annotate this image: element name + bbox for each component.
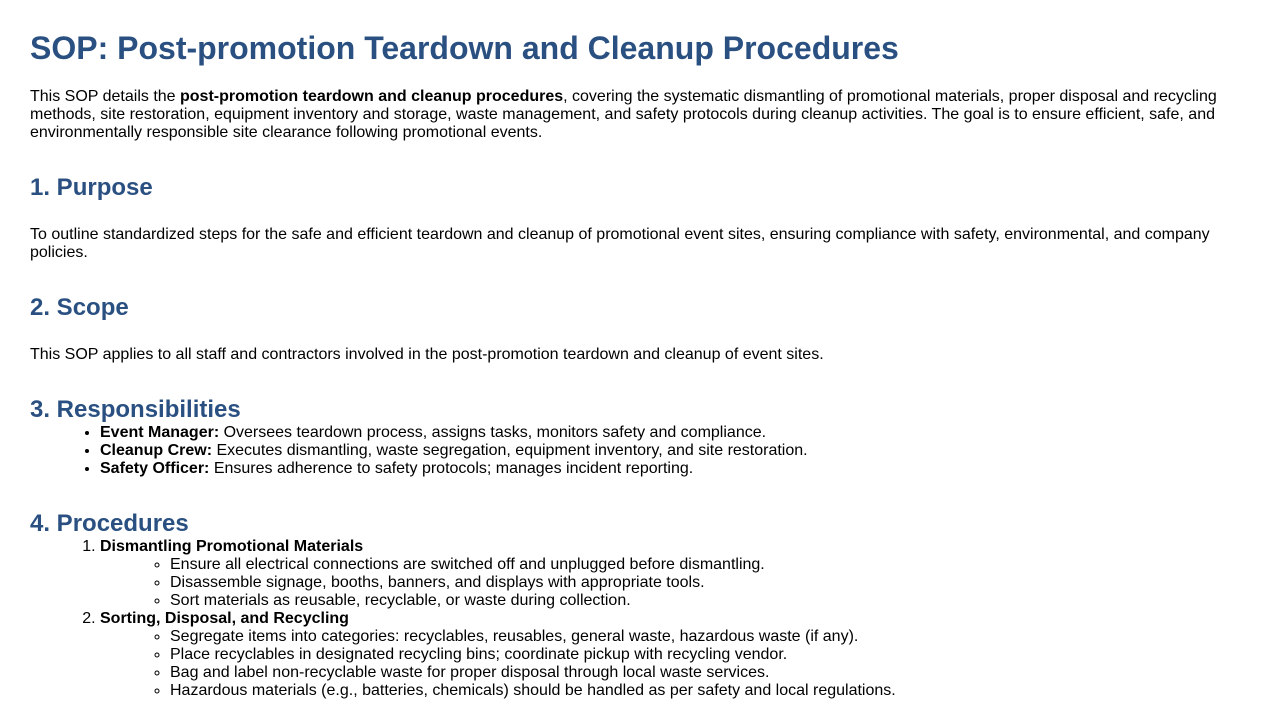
procedures-section — [30, 510, 1233, 700]
list-item: ◦ Sort materials as reusable, recyclable, or waste during collection. — [170, 592, 1233, 610]
procedure-step — [100, 610, 1233, 700]
role-description: Executes dismantling, waste segregation, equipment inventory, and site restoration. — [212, 442, 808, 459]
step-title: Dismantling Promotional Materials — [100, 538, 364, 555]
list-item: ◦ Hazardous materials (e.g., batteries, chemicals) should be handled as per safety and local regulations. — [170, 682, 1233, 700]
list-item: ◦ Segregate items into categories: recyclables, reusables, general waste, hazardous waste (if any). — [170, 628, 1233, 646]
page-title: SOP: Post-promotion Teardown and Cleanup Procedures — [30, 30, 899, 66]
role-label: Cleanup Crew: — [100, 442, 213, 459]
list-item: ◦ Disassemble signage, booths, banners, and displays with appropriate tools. — [170, 574, 1233, 592]
responsibilities-section — [30, 396, 1233, 478]
role-label: Event Manager: — [100, 424, 220, 441]
role-description: Ensures adherence to safety protocols; manages incident reporting. — [209, 460, 694, 477]
step-items — [100, 628, 1233, 700]
procedure-step — [100, 538, 1233, 610]
intro-text-start: This SOP details the — [30, 88, 180, 105]
scope-heading: 2. Scope — [30, 294, 129, 321]
purpose-heading: 1. Purpose — [30, 174, 153, 201]
role-label: Safety Officer: — [100, 460, 210, 477]
list-item: ◦ Ensure all electrical connections are switched off and unplugged before dismantling. — [170, 556, 1233, 574]
procedures-heading: 4. Procedures — [30, 510, 189, 537]
purpose-section — [30, 174, 1233, 262]
list-item — [100, 460, 1233, 478]
intro-paragraph — [30, 88, 1233, 142]
step-title: Sorting, Disposal, and Recycling — [100, 610, 349, 627]
list-item: ◦ Place recyclables in designated recycling bins; coordinate pickup with recycling vendor. — [170, 646, 1233, 664]
scope-text: This SOP applies to all staff and contractors involved in the post-promotion teardown and cleanup of event sites. — [30, 346, 824, 363]
list-item — [100, 424, 1233, 442]
procedures-list — [30, 538, 1233, 700]
intro-emphasis: post-promotion teardown and cleanup procedures — [180, 88, 564, 105]
responsibilities-heading: 3. Responsibilities — [30, 396, 241, 423]
step-items — [100, 556, 1233, 610]
list-item: ◦ Bag and label non-recyclable waste for proper disposal through local waste services. — [170, 664, 1233, 682]
purpose-text: To outline standardized steps for the safe and efficient teardown and cleanup of promotional event sites, ensuring compliance with safety, environmental, and company policies. — [30, 226, 1210, 261]
scope-section — [30, 294, 1233, 364]
role-description: Oversees teardown process, assigns tasks, monitors safety and compliance. — [219, 424, 767, 441]
responsibilities-list — [30, 424, 1233, 478]
intro-text-end: , covering the systematic dismantling of promotional materials, proper disposal and recycling methods, site restoration, equipment inventory and storage, waste management, and safety protocols during cleanup activities. The goal is to ensure efficient, safe, and environmentally responsible site clearance following promotional events. — [30, 88, 1217, 141]
list-item — [100, 442, 1233, 460]
